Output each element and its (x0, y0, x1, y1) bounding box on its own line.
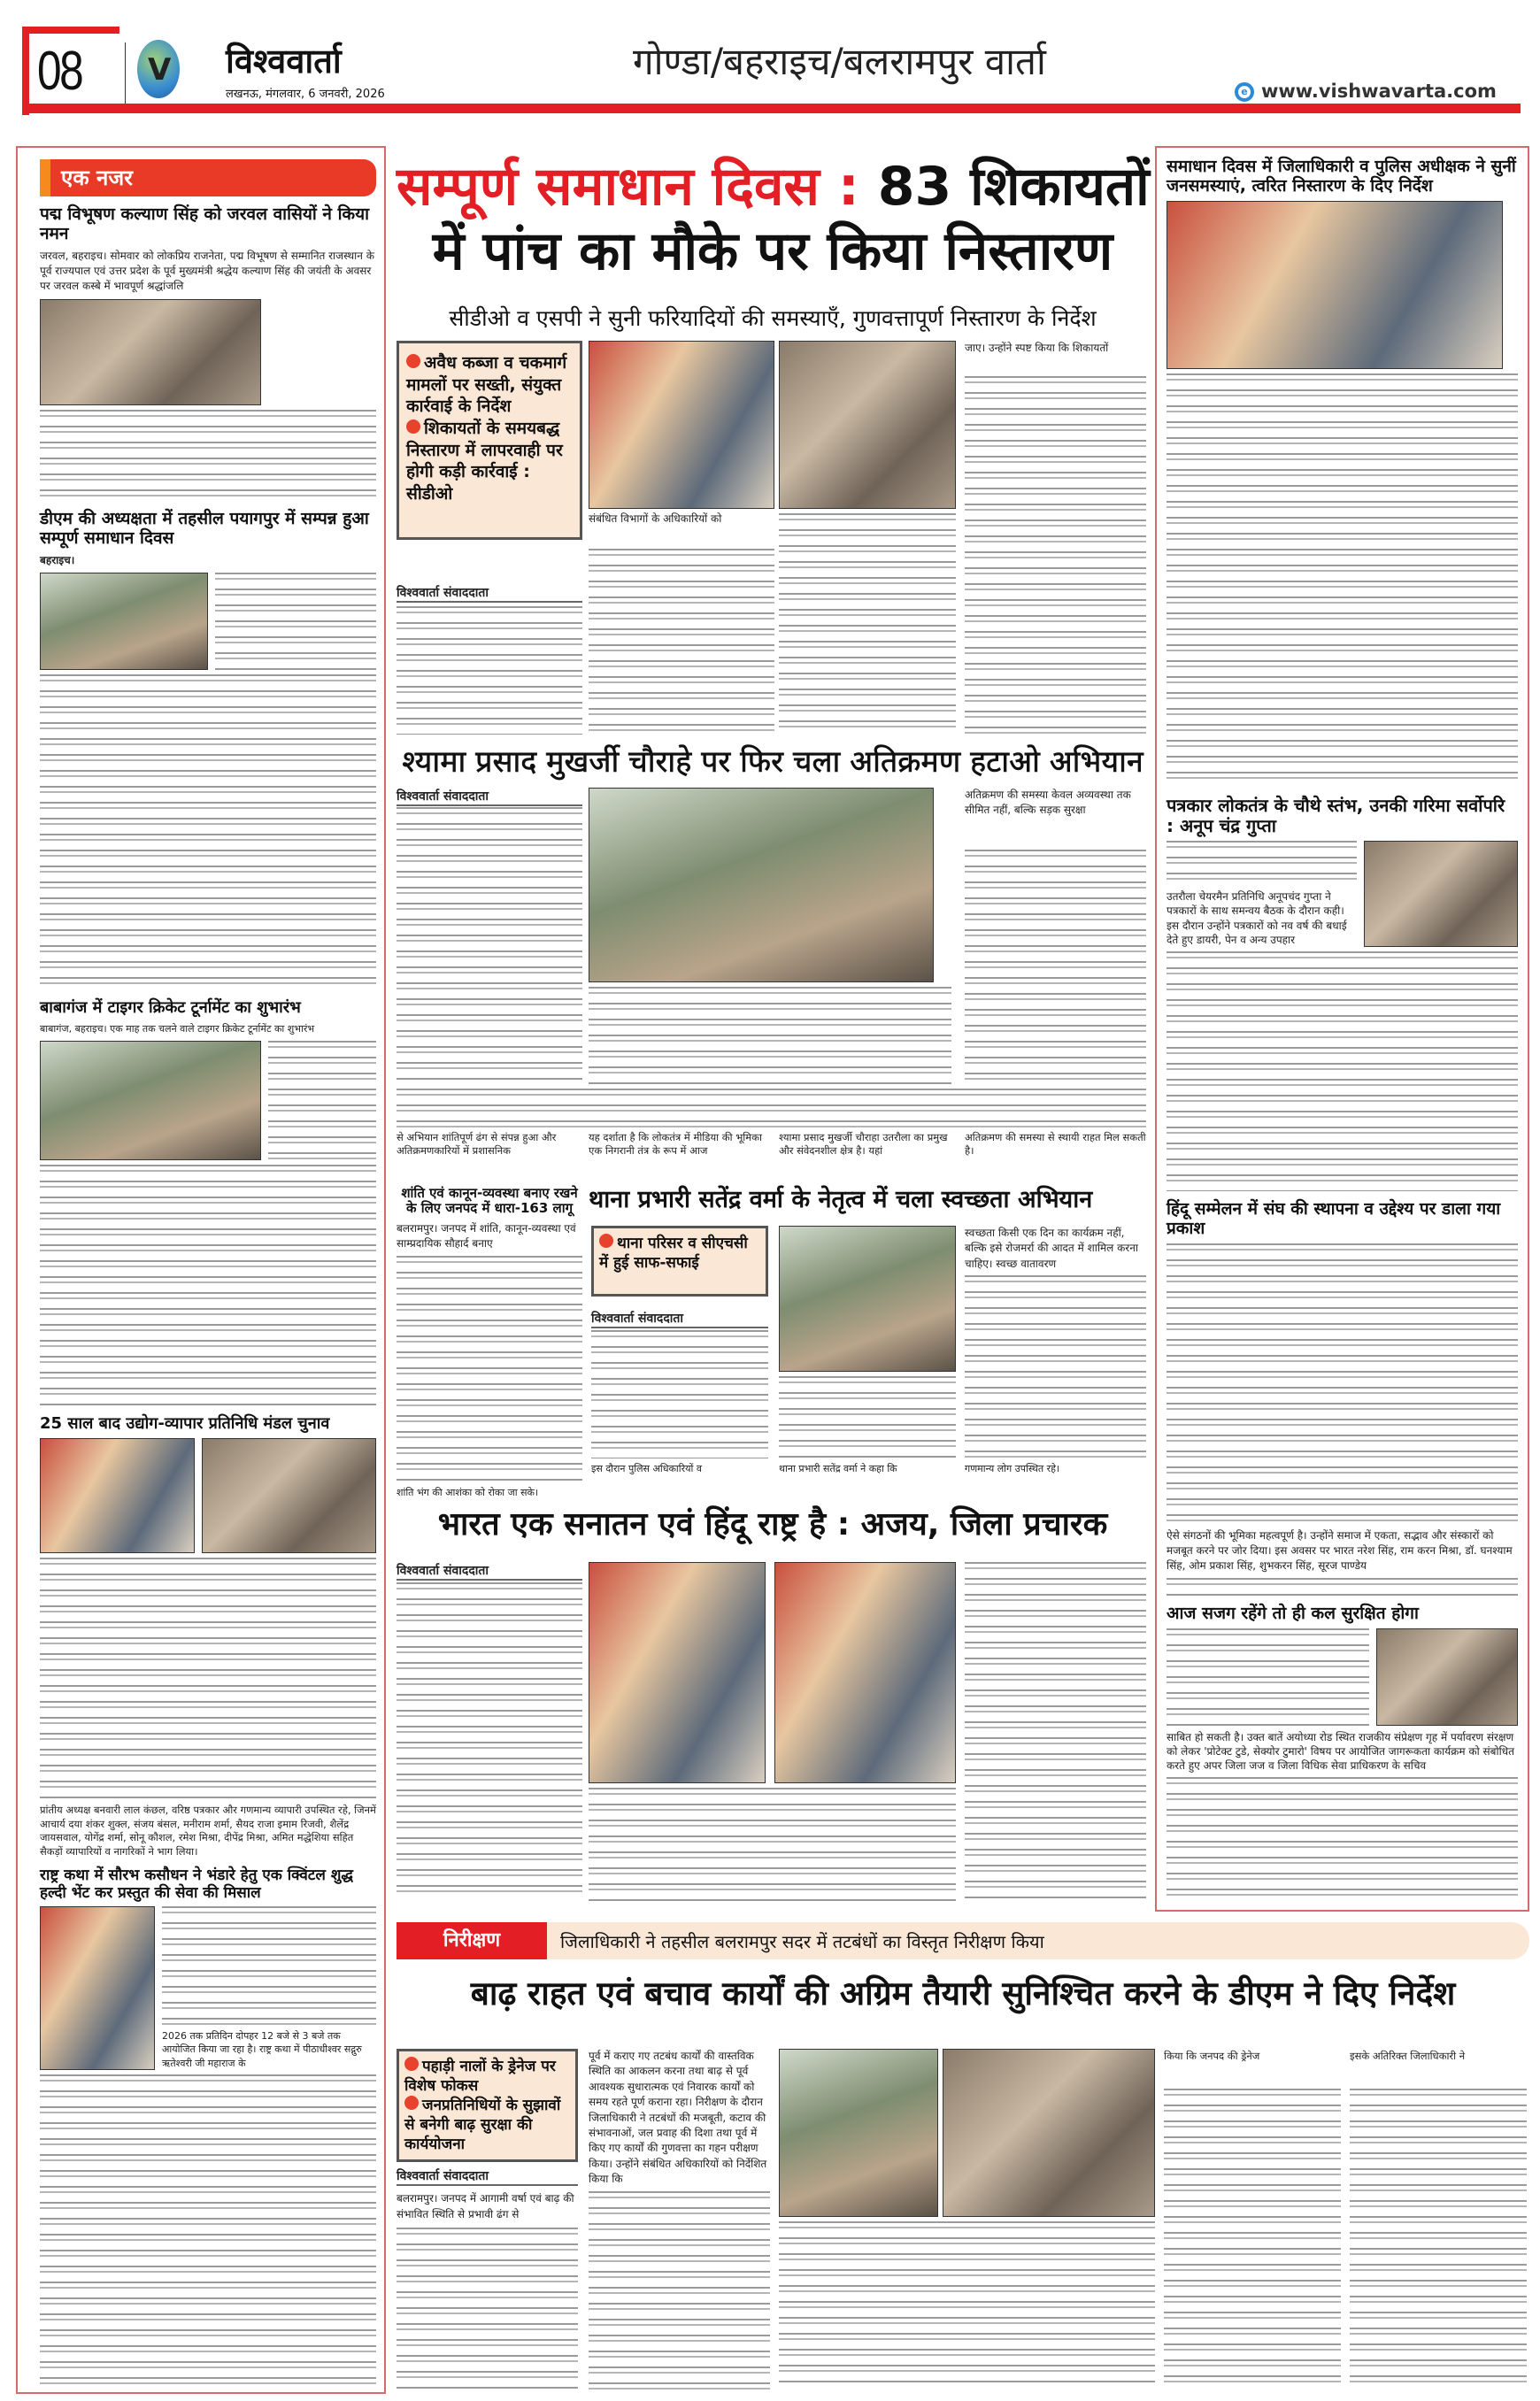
article-text (40, 2074, 376, 2385)
second-closing-3: श्यामा प्रसाद मुखर्जी चौराहा उतरौला का प्रमुख और संवेदनशील क्षेत्र है। यहां (779, 1131, 948, 1157)
article-text (397, 1089, 1146, 1127)
article-text (589, 987, 951, 1084)
photo (943, 2049, 1155, 2217)
photo (779, 1226, 956, 1372)
article-text (397, 1582, 582, 1901)
logo-globe-icon: V (137, 40, 180, 98)
article-text (1167, 1578, 1518, 1596)
paper-name: विश्ववार्ता (226, 42, 342, 81)
article-text (1167, 951, 1518, 1191)
bullet-dot-icon (599, 1234, 613, 1248)
inspection-kicker: जिलाधिकारी ने तहसील बलरामपुर सदर में तटबंधों का विस्तृत निरीक्षण किया (560, 1931, 1044, 1952)
main-headline-line2: में पांच का मौके पर किया निस्तारण (432, 220, 1113, 283)
article-text (589, 1788, 956, 1901)
article-text (589, 2191, 770, 2389)
article-text (965, 376, 1146, 735)
photo (1376, 1628, 1518, 1726)
inspection-tag: निरीक्षण (397, 1922, 547, 1959)
right-article-3 (1167, 1200, 1518, 1596)
second-text-a: अतिक्रमण की समस्या केवल अव्यवस्था तक सीमित नहीं, बल्कि सड़क सुरक्षा (965, 789, 1131, 817)
photo (1364, 841, 1518, 947)
article-text (1164, 2089, 1341, 2385)
main-text-b: जाए। उन्होंने स्पष्ट किया कि शिकायतों (965, 342, 1109, 354)
article-text (589, 549, 774, 735)
article-text (965, 1275, 1146, 1458)
photo (40, 1438, 195, 1553)
bottom-text-a: पूर्व में कराए गए तटबंध कार्यों की वास्तविक स्थिति का आकलन करना तथा बाढ़ से पूर्व आवश्यक सुधारात्मक एवं निवारक कार्यों को समय रहते पूर्ण कराना रहा। निरीक्षण के दौरान जिलाधिकारी ने तटबंधों की मजबूती, कटाव की संभावनाओं, जल प्रवाह की दिशा तथा पूर्व में किए गए कार्यों की गुणवत्ता का गहन परीक्षण किया। उन्होंने संबंधित अधिकारियों को निर्देशित किया कि (589, 2050, 767, 2186)
bottom-text-b: किया कि जनपद की ड्रेनेज (1164, 2050, 1260, 2062)
right-article-1 (1167, 158, 1518, 787)
photo (40, 1041, 261, 1160)
article-text (1167, 373, 1518, 787)
bullet-dot-icon (406, 419, 420, 434)
photo (589, 1562, 766, 1783)
third-text-column (965, 1226, 1146, 1458)
left-column-content (40, 159, 376, 2385)
left-article-2 (40, 510, 376, 990)
left-article-4 (40, 1415, 376, 1858)
highlight-box (397, 341, 582, 540)
byline: विश्ववार्ता संवाददाता (591, 1310, 768, 1328)
page-number: 08 (37, 41, 82, 102)
photo (779, 2049, 938, 2217)
website-link[interactable]: www.vishwavarta.com (1261, 81, 1497, 102)
bullet-dot-icon (404, 2057, 419, 2071)
photo (589, 341, 774, 509)
second-closing-4: अतिक्रमण की समस्या से स्थायी राहत मिल सकती है। (965, 1131, 1146, 1157)
article-text (1167, 1628, 1369, 1726)
article-text (40, 1558, 376, 1800)
photo (1167, 201, 1503, 369)
article-text (779, 2221, 1155, 2385)
bottom-lead: बलरामपुर। जनपद में आगामी वर्षा एवं बाढ़ की संभावित स्थिति से प्रभावी ढंग से (397, 2192, 574, 2220)
internet-icon: e (1235, 82, 1254, 102)
third-headline: थाना प्रभारी सतेंद्र वर्मा के नेतृत्व में चला स्वच्छता अभियान (589, 1186, 1093, 1213)
article-text (779, 1376, 956, 1458)
side-article (397, 1186, 582, 1500)
article-text (1167, 1243, 1518, 1525)
photo (202, 1438, 376, 1553)
right-tail-3: ऐसे संगठनों की भूमिका महत्वपूर्ण है। उन्होंने समाज में एकता, सद्भाव और संस्कारों को मजबूत करने पर जोर दिया। इस अवसर पर भारत नरेश सिंह, राम करन मिश्रा, डॉ. घनश्याम सिंह, ओम प्रकाश सिंह, शुभकरन सिंह, सूरज पाण्डेय (1167, 1529, 1513, 1573)
bullet-dot-icon (406, 354, 420, 368)
left-headline-2: डीएम की अध्यक्षता में तहसील पयागपुर में सम्पन्न हुआ सम्पूर्ण समाधान दिवस (40, 509, 369, 549)
right-article-2 (1167, 796, 1518, 1191)
byline: विश्ववार्ता संवाददाता (397, 788, 582, 806)
inspection-banner (397, 1922, 1529, 1959)
article-text (40, 1165, 376, 1406)
left-lead-1: जरवल, बहराइच। सोमवार को लोकप्रिय राजनेता, पद्म विभूषण से सम्मानित राजस्थान के पूर्व राज्यपाल एवं उत्तर प्रदेश के पूर्व मुख्यमंत्री श्रद्धेय कल्याण सिंह की जयंती के अवसर पर जरवल कस्बे में भावपूर्ण श्रद्धांजलि (40, 249, 374, 293)
article-text (965, 1562, 1146, 1901)
right-column-content (1167, 158, 1518, 1901)
second-closing-2: यह दर्शाता है कि लोकतंत्र में मीडिया की भूमिका एक निगरानी तंत्र के रूप में आज (589, 1131, 762, 1157)
right-headline-4: आज सजग रहेंगे तो ही कल सुरक्षित होगा (1167, 1603, 1419, 1623)
photo (40, 299, 261, 405)
byline: विश्ववार्ता संवाददाता (397, 2167, 578, 2186)
fourth-headline: भारत एक सनातन एवं हिंदू राष्ट्र है : अजय, जिला प्रचारक (437, 1506, 1108, 1543)
article-text (397, 807, 582, 1081)
bullet-dot-icon (404, 2096, 419, 2110)
photo (779, 341, 956, 509)
highlight-bullet: जनप्रतिनिधियों के सुझावों से बनेगी बाढ़ सुरक्षा की कार्ययोजना (404, 2097, 561, 2154)
photo (774, 1562, 956, 1783)
left-headline-1: पद्म विभूषण कल्याण सिंह को जरवल वासियों ने किया नमन (40, 204, 370, 243)
article-text (591, 1330, 768, 1458)
bottom-text-column (589, 2049, 770, 2389)
left-lead-2: बहराइच। (40, 553, 75, 566)
article-text (215, 573, 376, 670)
second-closing-1: से अभियान शांतिपूर्ण ढंग से संपन्न हुआ और अतिक्रमणकारियों में प्रशासनिक (397, 1131, 557, 1157)
bottom-headline: बाढ़ राहत एवं बचाव कार्यों की अग्रिम तैयारी सुनिश्चित करने के डीएम ने दिए निर्देश (470, 1974, 1456, 2012)
article-text (397, 1256, 582, 1481)
article-text (779, 513, 956, 735)
left-article-1 (40, 205, 376, 501)
side-lead: बलरामपुर। जनपद में शांति, कानून-व्यवस्था एवं साम्प्रदायिक सौहार्द बनाए (397, 1221, 576, 1250)
highlight-bullet: पहाड़ी नालों के ड्रेनेज पर विशेष फोकस (404, 2058, 556, 2096)
byline: विश्ववार्ता संवाददाता (397, 584, 582, 603)
article-text (1167, 841, 1357, 886)
highlight-box (397, 2049, 578, 2162)
highlight-bullet: शिकायतों के समयबद्ध निस्तारण में लापरवाही पर होगी कड़ी कार्रवाई : सीडीओ (406, 419, 563, 504)
main-headline (397, 155, 1149, 284)
side-closing: शांति भंग की आशंका को रोका जा सके। (397, 1487, 539, 1499)
main-subhead: सीडीओ व एसपी ने सुनी फरियादियों की समस्याएँ, गुणवत्तापूर्ण निस्तारण के निर्देश (449, 305, 1097, 331)
photo (40, 573, 208, 670)
masthead-rule (22, 104, 1521, 113)
side-headline: शांति एवं कानून-व्यवस्था बनाए रखने के लिए जनपद में धारा-163 लागू (401, 1185, 578, 1217)
dateline: लखनऊ, मंगलवार, 6 जनवरी, 2026 (226, 88, 385, 101)
article-text (40, 674, 376, 990)
headline-colon: : (837, 156, 859, 218)
highlight-box (591, 1226, 768, 1297)
right-headline-3: हिंदू सम्मेलन में संघ की स्थापना व उद्देश्य पर डाला गया प्रकाश (1167, 1198, 1501, 1238)
masthead (0, 0, 1540, 119)
bottom-text-c: इसके अतिरिक्त जिलाधिकारी ने (1350, 2050, 1466, 2062)
left-article-3 (40, 999, 376, 1406)
article-text (162, 1906, 376, 2026)
third-closing-2: थाना प्रभारी सतेंद्र वर्मा ने कहा कि (779, 1463, 897, 1474)
third-closing-1: इस दौरान पुलिस अधिकारियों व (591, 1463, 702, 1474)
article-text (40, 410, 376, 501)
left-tail-4: प्रांतीय अध्यक्ष बनवारी लाल कंछल, वरिष्ठ पत्रकार और गणमान्य व्यापारी उपस्थित रहे, जिनमें आचार्य दया शंकर शुक्ल, संजय बंसल, मनीराम शर्मा, सैयद राजा इमाम रिजवी, शैलेंद्र जायसवाल, योगेंद्र शर्मा, सोनू कौशल, रमेश मिश्रा, दीपेंद्र मिश्रा, अमित मद्धेशिया सहित सैकड़ों व्यापारियों व नागरिकों ने भाग लिया। (40, 1804, 376, 1858)
right-headline-2: पत्रकार लोकतंत्र के चौथे स्तंभ, उनकी गरिमा सर्वोपरि : अनूप चंद्र गुप्ता (1167, 795, 1505, 836)
article-text (1350, 2089, 1527, 2385)
left-headline-4: 25 साल बाद उद्योग-व्यापार प्रतिनिधि मंडल चुनाव (40, 1413, 330, 1433)
article-text (397, 606, 582, 735)
right-headline-1: समाधान दिवस में जिलाधिकारी व पुलिस अधीक्षक ने सुनीं जनसमस्याएं, त्वरित निस्तारण के दिए निर्देश (1167, 157, 1516, 196)
article-text (1167, 1777, 1518, 1901)
ek-nazar-label: एक नजर (40, 159, 376, 196)
left-headline-3: बाबागंज में टाइगर क्रिकेट टूर्नामेंट का शुभारंभ (40, 998, 301, 1018)
section-title: गोण्डा/बहराइच/बलरामपुर वार्ता (633, 40, 1046, 83)
right-lead-4: साबित हो सकती है। उक्त बातें अयोध्या रोड स्थित राजकीय संप्रेक्षण गृह में पर्यावरण संरक्षण को लेकर 'प्रोटेक्ट टुडे, सेक्योर टुमारो' विषय पर आयोजित जागरूकता कार्यक्रम को संबोधित करते हुए अपर जिला जज व जिला विधिक सेवा प्राधिकरण के सचिव (1167, 1730, 1514, 1773)
third-closing-3: गणमान्य लोग उपस्थित रहे। (965, 1463, 1060, 1474)
third-text-a: स्वच्छता किसी एक दिन का कार्यक्रम नहीं, बल्कि इसे रोजमर्रा की आदत में शामिल करना चाहिए। स्वच्छ वातावरण (965, 1227, 1138, 1270)
highlight-bullet: अवैध कब्जा व चकमार्ग मामलों पर सख्ती, संयुक्त कार्रवाई के निर्देश (406, 353, 567, 417)
right-lead-2: उतरौला चेयरमैन प्रतिनिधि अनूपचंद गुप्ता ने पत्रकारों के साथ समन्वय बैठक के दौरान कही। इस दौरान उन्होंने पत्रकारों को नव वर्ष की बधाई देते हुए डायरी, पेन व अन्य उपहार (1167, 890, 1347, 946)
left-lead-3: बाबागंज, बहराइच। एक माह तक चलने वाले टाइगर क्रिकेट टूर्नामेंट का शुभारंभ (40, 1022, 315, 1035)
byline: विश्ववार्ता संवाददाता (397, 1562, 582, 1581)
article-text (965, 850, 1146, 1084)
left-article-5 (40, 1867, 376, 2385)
bottom-left-column (397, 2049, 578, 2389)
photo (589, 788, 934, 982)
main-headline-black: 83 शिकायतों (877, 156, 1150, 218)
main-headline-red: सम्पूर्ण समाधान दिवस (397, 156, 820, 218)
left-lead-5: 2026 तक प्रतिदिन दोपहर 12 बजे से 3 बजे तक आयोजित किया जा रहा है। राष्ट्र कथा में पीठाधीश्वर सद्गुरु ऋतेश्वरी जी महाराज के (162, 2030, 362, 2069)
article-text (397, 2228, 578, 2389)
article-text (268, 1041, 376, 1160)
left-headline-5: राष्ट्र कथा में सौरभ कसौधन ने भंडारे हेतु एक क्विंटल शुद्ध हल्दी भेंट कर प्रस्तुत की सेवा की मिसाल (40, 1866, 353, 1902)
photo (40, 1906, 155, 2070)
highlight-bullet: थाना परिसर व सीएचसी में हुई साफ-सफाई (599, 1235, 748, 1273)
right-article-4 (1167, 1605, 1518, 1901)
main-text-a: संबंधित विभागों के अधिकारियों को (589, 512, 722, 525)
second-headline: श्यामा प्रसाद मुखर्जी चौराहे पर फिर चला अतिक्रमण हटाओ अभियान (402, 744, 1143, 780)
